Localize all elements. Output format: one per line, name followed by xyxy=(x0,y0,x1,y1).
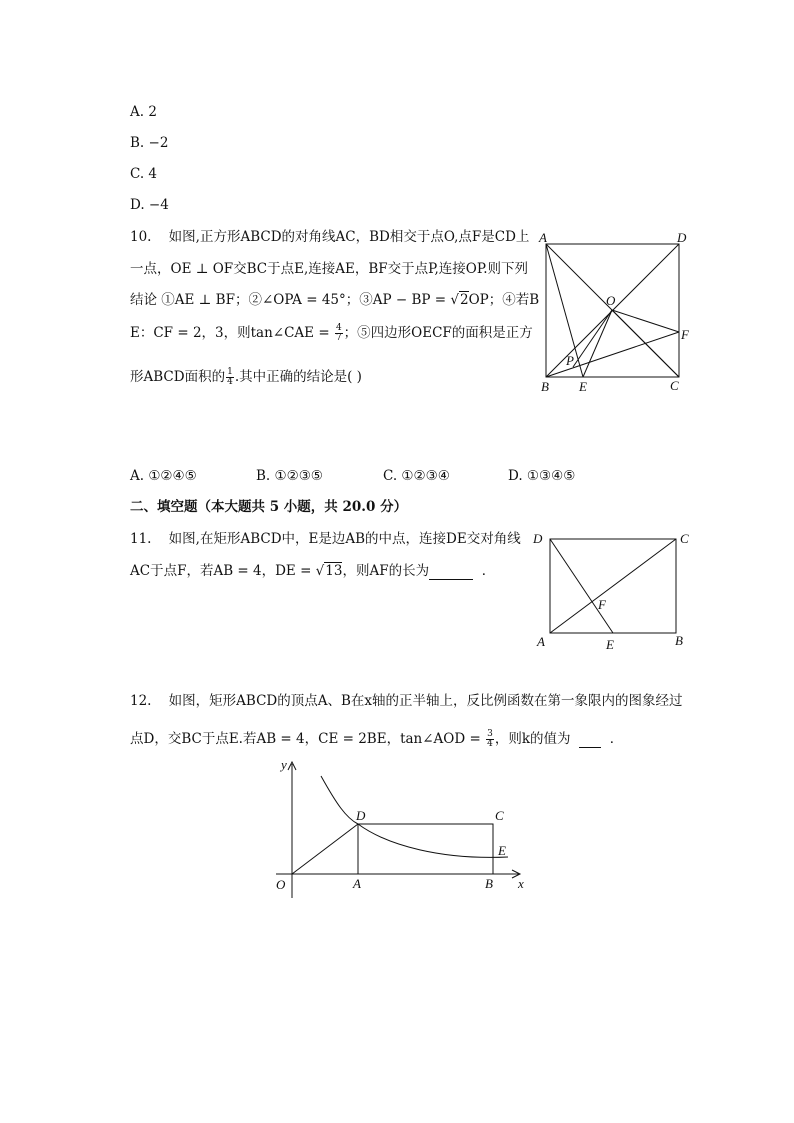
q10-line-1 xyxy=(130,229,529,245)
q9-option-b: B. −2 xyxy=(130,135,169,151)
q10-line-3: 结论 ①AE ⊥ BF；②∠OPA = 45°；③AP − BP = √2OP；④若B xyxy=(130,292,540,308)
q10-label-f: F xyxy=(681,327,689,342)
q10-segment-oe xyxy=(583,310,612,377)
q10-text-4a: E：CF = 2，3，则tan∠CAE = xyxy=(130,325,334,341)
q12-number: 12. xyxy=(130,693,152,709)
q11-line-1 xyxy=(130,531,521,547)
q12-segment-od xyxy=(292,824,358,874)
q10-segment-ae xyxy=(546,244,583,377)
q12-text-2b: ，则k的值为 xyxy=(494,731,571,747)
q10-text-3b: OP；④若B xyxy=(468,292,540,308)
q9-option-c: C. 4 xyxy=(130,166,158,182)
q12-label-x: x xyxy=(518,876,524,891)
q10-number: 10. xyxy=(130,229,152,245)
q11-text-2a: AC于点F，若AB = 4，DE = xyxy=(130,563,316,579)
q10-label-a: A xyxy=(539,230,547,245)
q10-fraction-4-7: $\frac{4}{7}$ xyxy=(335,323,342,343)
q10-label-o: O xyxy=(606,293,616,308)
q12-rectangle xyxy=(358,824,493,874)
q11-number: 11. xyxy=(130,531,152,547)
q10-label-d: D xyxy=(677,230,687,245)
q12-fraction-3-4: $\frac{3}{4}$ xyxy=(487,729,493,749)
q12-label-b: B xyxy=(485,876,493,891)
q11-label-b: B xyxy=(675,633,683,648)
q10-label-p: P xyxy=(566,353,574,368)
q12-answer-blank[interactable] xyxy=(579,731,601,748)
q11-label-f: F xyxy=(598,597,606,612)
q12-line-1 xyxy=(130,693,683,709)
q10-option-b: B. ①②③⑤ xyxy=(256,468,323,484)
q10-text-5b: .其中正确的结论是( ) xyxy=(234,369,362,385)
q11-sqrt: 13 xyxy=(325,563,343,579)
q10-line-5 xyxy=(130,368,362,387)
q11-text-2b: ，则AF的长为 xyxy=(342,563,430,579)
q10-label-e: E xyxy=(579,379,587,394)
q10-option-d: D. ①③④⑤ xyxy=(508,468,576,484)
q12-label-d: D xyxy=(356,808,366,823)
q10-option-c: C. ①②③④ xyxy=(383,468,450,484)
q10-label-c: C xyxy=(670,378,679,393)
q10-text-1: 如图,正方形ABCD的对角线AC，BD相交于点O,点F是CD上 xyxy=(168,229,530,245)
q11-label-e: E xyxy=(606,637,614,652)
q12-line-2 xyxy=(130,730,623,749)
q10-figure xyxy=(535,228,695,398)
q11-diagonal-ac xyxy=(550,539,676,633)
q12-label-c: C xyxy=(495,808,504,823)
q11-label-d: D xyxy=(533,531,543,546)
q10-line-2: 一点，OE ⊥ OF交BC于点E,连接AE，BF交于点P,连接OP.则下列 xyxy=(130,261,529,277)
q10-text-5a: 形ABCD面积的 xyxy=(130,369,226,385)
q10-line-4 xyxy=(130,324,533,343)
q11-end: ． xyxy=(481,563,496,579)
q11-line-2: AC于点F，若AB = 4，DE = √13，则AF的长为 ． xyxy=(130,563,496,579)
q12-label-o: O xyxy=(276,877,286,892)
q10-fraction-1-4: $\frac{1}{4}$ xyxy=(227,367,233,387)
q10-sqrt: 2 xyxy=(460,292,469,308)
q10-segment-of xyxy=(612,310,679,332)
q11-figure xyxy=(530,530,700,655)
q11-answer-blank[interactable] xyxy=(429,563,473,580)
q10-option-a: A. ①②④⑤ xyxy=(130,468,197,484)
q12-text-2a: 点D，交BC于点E.若AB = 4，CE = 2BE，tan∠AOD = xyxy=(130,731,486,747)
q10-segment-oc xyxy=(612,310,679,377)
q12-label-a: A xyxy=(353,876,361,891)
q11-label-c: C xyxy=(680,531,689,546)
q12-label-e: E xyxy=(498,843,506,858)
section-heading: 二、填空题（本大题共 5 小题，共 20.0 分） xyxy=(130,499,408,515)
q9-option-a: A. 2 xyxy=(130,104,157,120)
q10-text-4b: ；⑤四边形OECF的面积是正方 xyxy=(343,325,533,341)
q10-text-3a: 结论 ①AE ⊥ BF；②∠OPA = 45°；③AP − BP = xyxy=(130,292,451,308)
q12-figure xyxy=(268,758,530,904)
q12-label-y: y xyxy=(281,758,287,772)
q10-segment-op xyxy=(573,310,612,367)
q10-label-b: B xyxy=(541,379,549,394)
q11-label-a: A xyxy=(537,634,545,649)
q11-segment-de xyxy=(550,539,613,633)
q9-option-d: D. −4 xyxy=(130,197,169,213)
q12-text-1: 如图，矩形ABCD的顶点A、B在x轴的正半轴上，反比例函数在第一象限内的图象经过 xyxy=(168,693,683,709)
q11-text-1: 如图,在矩形ABCD中，E是边AB的中点，连接DE交对角线 xyxy=(168,531,521,547)
q12-end: ． xyxy=(609,731,624,747)
q12-hyperbola-curve xyxy=(321,776,508,857)
